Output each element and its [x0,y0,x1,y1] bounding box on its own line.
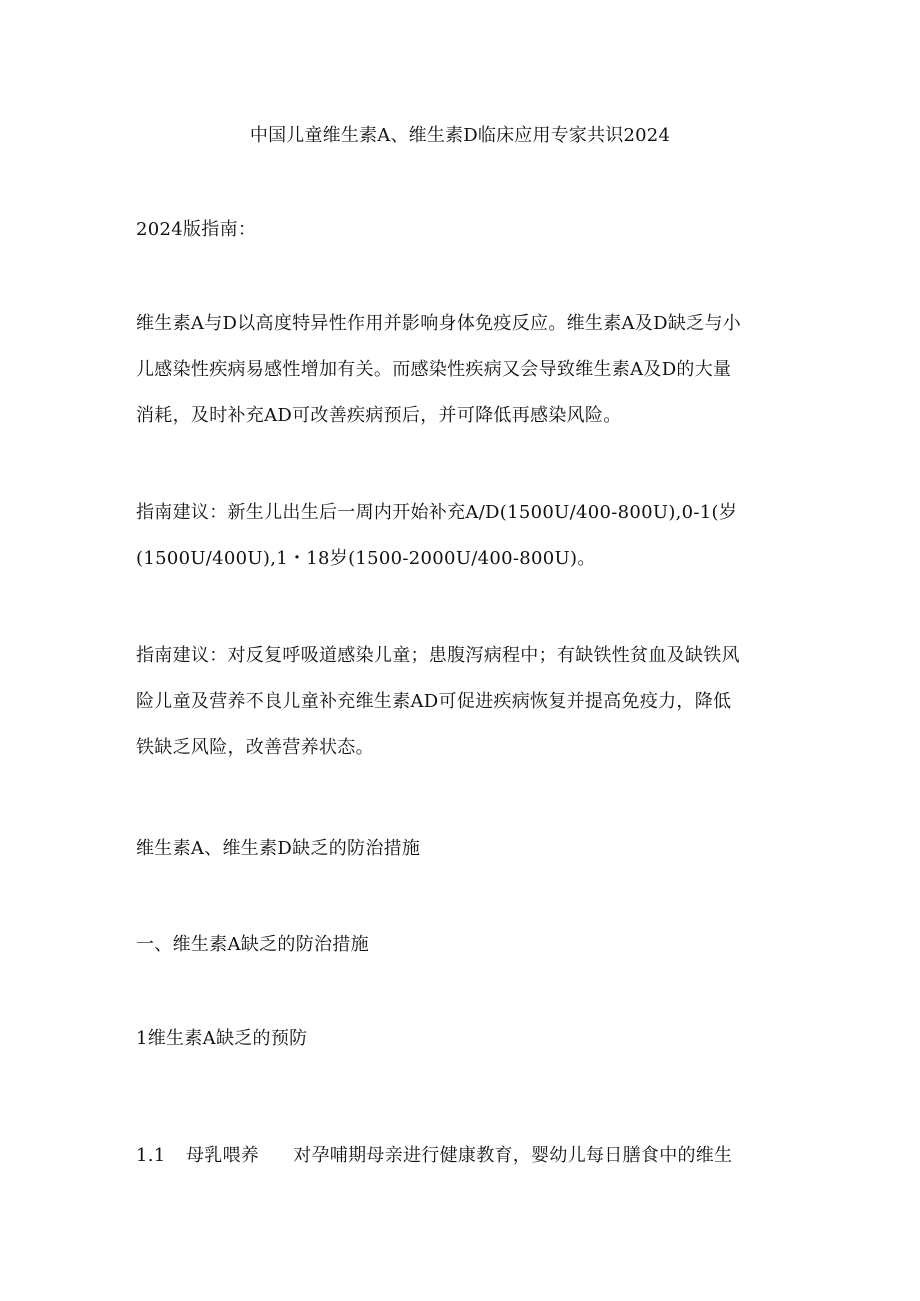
item-text: 对孕哺期母亲进行健康教育，婴幼儿每日膳食中的维生 [293,1145,733,1166]
paragraph-line: 消耗，及时补充AD可改善疾病预后，并可降低再感染风险。 [136,405,622,426]
paragraph-immunity [136,301,796,439]
heading-section-1: 一、维生素A缺乏的防治措施 [136,934,369,955]
item-1-1 [136,1133,796,1179]
paragraph-line: 儿感染性疾病易感性增加有关。而感染性疾病又会导致维生素A及D的大量 [136,359,732,380]
paragraph-line: 铁缺乏风险，改善营养状态。 [136,737,374,758]
recommendation-dosage [136,490,796,582]
recommendation-populations [136,633,796,771]
paragraph-line: (1500U/400U),1・18岁(1500-2000U/400-800U)。 [136,548,596,569]
item-number: 1.1 [136,1145,166,1166]
intro-label: 2024版指南： [136,219,257,240]
heading-subsection-1: 1维生素A缺乏的预防 [136,1028,308,1049]
document-title: 中国儿童维生素A、维生素D临床应用专家共识2024 [249,125,671,146]
paragraph-line: 维生素A与D以高度特异性作用并影响身体免疫反应。维生素A及D缺乏与小 [136,313,742,334]
paragraph-line: 指南建议：新生儿出生后一周内开始补充A/D(1500U/400-800U),0-1(岁 [136,502,738,523]
paragraph-line: 险儿童及营养不良儿童补充维生素AD可促进疾病恢复并提高免疫力，降低 [136,691,732,712]
heading-measures: 维生素A、维生素D缺乏的防治措施 [136,838,421,859]
item-label: 母乳喂养 [186,1145,260,1166]
paragraph-line: 指南建议：对反复呼吸道感染儿童；患腹泻病程中；有缺铁性贫血及缺铁风 [136,645,740,666]
